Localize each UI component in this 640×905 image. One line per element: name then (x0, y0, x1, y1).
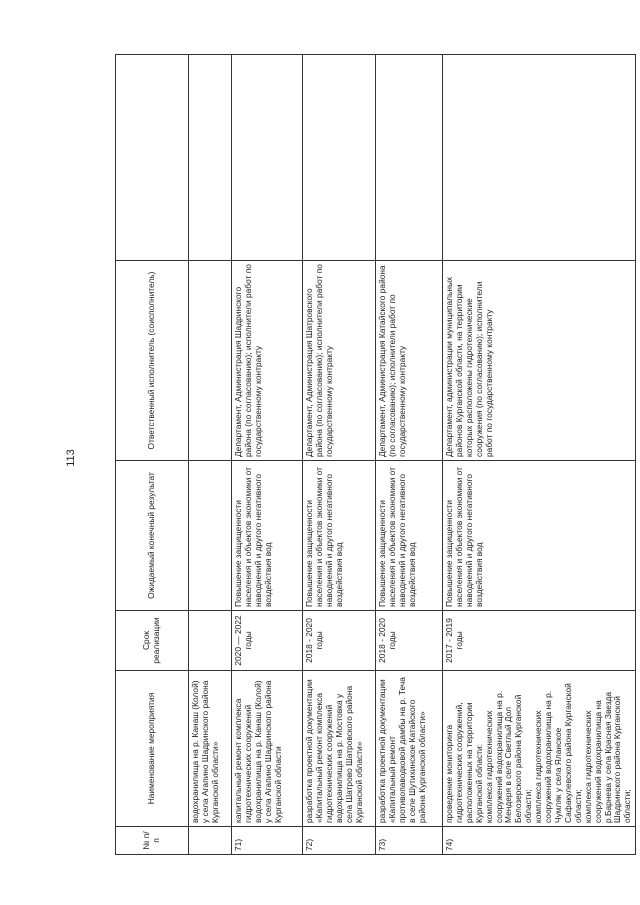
cell-executor: Департамент, Администрация Шатровского района (по согласованию); исполнители работ по государственному контракту (303, 261, 376, 461)
header-result: Ожидаемый конечный результат (116, 461, 189, 611)
cell-executor: Департамент, Администрация Шадринского района (по согласованию); исполнители работ по государственному контракту (232, 261, 303, 461)
cell-result: Повышение защищенности населения и объектов экономики от наводнений и другого негативного воздействия вод (303, 461, 376, 611)
cell-executor: Департамент, администрации муниципальных районов Курганской области, на территории которых расположены гидротехнические сооружения (по согласованию); исполнители работ по государственному контракту (443, 261, 636, 461)
header-term: Срок реализации (116, 611, 189, 671)
cell-executor (189, 261, 232, 461)
cell-empty (376, 55, 443, 261)
cell-term: 2017 - 2019 годы (443, 611, 636, 671)
cell-num: 73) (376, 827, 443, 855)
table-container (115, 55, 640, 855)
cell-num: 74) (443, 827, 636, 855)
cell-empty (189, 55, 232, 261)
name-line: комплекса гидротехнических сооружений водохранилища на р. Мендеря в селе Светлый Дол Белозерского района Курганской области; (483, 690, 534, 823)
cell-empty (232, 55, 303, 261)
header-empty (116, 55, 189, 261)
cell-result: Повышение защищенности населения и объектов экономики от наводнений и другого негативного воздействия вод (232, 461, 303, 611)
table-row (376, 55, 443, 855)
cell-executor: Департамент, Администрация Катайского района (по согласованию); исполнители работ по государственному контракту (376, 261, 443, 461)
cell-result (189, 461, 232, 611)
cell-empty (443, 55, 636, 261)
table-row (189, 55, 232, 855)
cell-num: 72) (303, 827, 376, 855)
header-executor: Ответственный исполнитель (соисполнитель) (116, 261, 189, 461)
cell-name: водохранилища на р. Канаш (Колой) у села Агапино Шадринского района Курганской области» (189, 671, 232, 827)
cell-num (189, 827, 232, 855)
cell-empty (303, 55, 376, 261)
measures-table (115, 54, 636, 855)
table-row (303, 55, 376, 855)
table-row (232, 55, 303, 855)
cell-term: 2020 — 2022 годы (232, 611, 303, 671)
name-line: комплекса гидротехнических сооружений водохранилища на р. Чумляк у села Яланское Сафакулевского района Курганской области; (533, 683, 583, 823)
page-number: 113 (64, 449, 77, 467)
cell-num: 71) (232, 827, 303, 855)
cell-name (443, 671, 636, 827)
name-line: комплекса гидротехнических сооружений водохранилища на р.Барнева у села Красная Звезда Шадринского района Курганской области; (582, 692, 633, 823)
cell-name: разработка проектной документации «Капитальный ремонт противопаводковой дамбы на р. Теча в селе Шутихинское Катайского района Курганской области» (376, 671, 443, 827)
header-num: № п/п (116, 827, 189, 855)
cell-name: разработка проектной документации «Капитальный ремонт комплекса гидротехнических сооружений водохранилища на р. Мостовка у села Шатрово Шатровского района Курганской области» (303, 671, 376, 827)
cell-name: капитальный ремонт комплекса гидротехнических сооружений водохранилища на р. Канаш (Колой) у села Агапино Шадринского района Курганской области (232, 671, 303, 827)
cell-term (189, 611, 232, 671)
cell-result: Повышение защищенности населения и объектов экономики от наводнений и другого негативного воздействия вод (443, 461, 636, 611)
table-header-row (116, 55, 189, 855)
cell-term: 2018 - 2020 годы (376, 611, 443, 671)
cell-term: 2018 - 2020 годы (303, 611, 376, 671)
table-row (443, 55, 636, 855)
name-line: проведение мониторинга гидротехнических сооружений, расположенных на территории Курганской области: (444, 702, 484, 823)
header-name: Наименование мероприятия (116, 671, 189, 827)
cell-result: Повышение защищенности населения и объектов экономики от наводнений и другого негативного воздействия вод (376, 461, 443, 611)
